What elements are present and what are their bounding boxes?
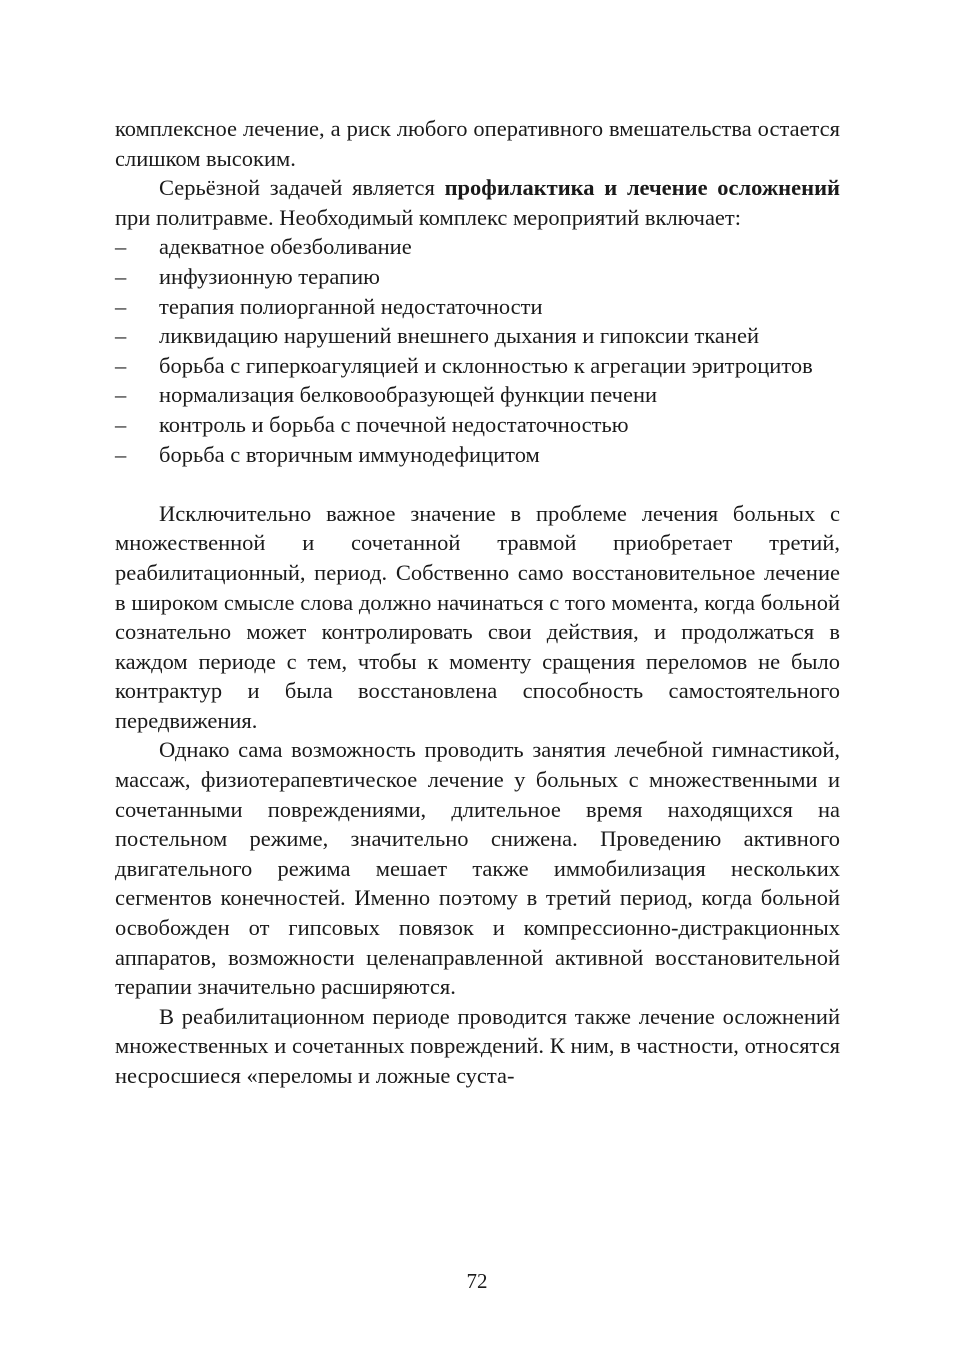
paragraph-complications xyxy=(115,173,840,232)
paragraph-continuation: комплексное лечение, а риск любого оперативного вмешательства остается слишком высоким. xyxy=(115,116,840,171)
list-item xyxy=(115,292,840,322)
list-item xyxy=(115,440,840,470)
list-item xyxy=(115,351,840,381)
page-number: 72 xyxy=(466,1269,488,1293)
dash-marker: – xyxy=(115,352,127,378)
page-body xyxy=(115,114,840,1091)
paragraph-exercise-therapy: Однако сама возможность проводить занятия лечебной гимнастикой, массаж, физиотерапевтическое лечение у больных с множественными и сочетанными повреждениями, длительное время находящихся на постельном режиме, значительно снижена. Проведению активного двигательного режима мешает также иммобилизация нескольких сегментов конечностей. Именно поэтому в третий период, когда больной освобожден от гипсовых повязок и компрессионно-дистракционных аппаратов, возможности целенаправленной активной восстановительной терапии значительно расширяются. xyxy=(115,737,840,1000)
list-item-text: нормализация белковообразующей функции печени xyxy=(159,382,658,408)
list-item-text: контроль и борьба с почечной недостаточностью xyxy=(159,411,629,437)
dash-marker: – xyxy=(115,382,127,408)
dash-marker: – xyxy=(115,411,127,437)
list-item xyxy=(115,232,840,262)
list-item-text: адекватное обезболивание xyxy=(159,234,412,260)
blank-line xyxy=(115,469,840,499)
dash-marker: – xyxy=(115,323,127,349)
list-item-text: ликвидацию нарушений внешнего дыхания и гипоксии тканей xyxy=(159,323,759,349)
dash-marker: – xyxy=(115,441,127,467)
paragraph-tail: при политравме. Необходимый комплекс мероприятий включает: xyxy=(115,204,742,230)
list-item-text: борьба с вторичным иммунодефицитом xyxy=(159,441,540,467)
dash-marker: – xyxy=(115,263,127,289)
measures-list xyxy=(115,232,840,469)
bold-term: профилактика и лечение осложнений xyxy=(444,175,840,201)
list-item xyxy=(115,262,840,292)
dash-marker: – xyxy=(115,293,127,319)
list-item-text: терапия полиорганной недостаточности xyxy=(159,293,543,319)
dash-marker: – xyxy=(115,234,127,260)
paragraph-late-complications: В реабилитационном периоде проводится также лечение осложнений множественных и сочетанных повреждений. К ним, в частности, относятся несросшиеся «переломы и ложные суста- xyxy=(115,1003,840,1088)
list-item xyxy=(115,321,840,351)
list-item-text: инфузионную терапию xyxy=(159,263,380,289)
list-item xyxy=(115,380,840,410)
list-item-text: борьба с гиперкоагуляцией и склонностью к агрегации эритроцитов xyxy=(159,352,813,378)
list-item xyxy=(115,410,840,440)
paragraph-lead: Серьёзной задачей является xyxy=(159,175,445,201)
paragraph-rehabilitation-period: Исключительно важное значение в проблеме лечения больных с множественной и сочетанной травмой приобретает третий, реабилитационный, период. Собственно само восстановительное лечение в широком смысле слова должно начинаться с того момента, когда больной сознательно может контролировать свои действия, и продолжаться в каждом периоде с тем, чтобы к моменту сращения переломов не было контрактур и была восстановлена способность самостоятельного передвижения. xyxy=(115,500,840,733)
